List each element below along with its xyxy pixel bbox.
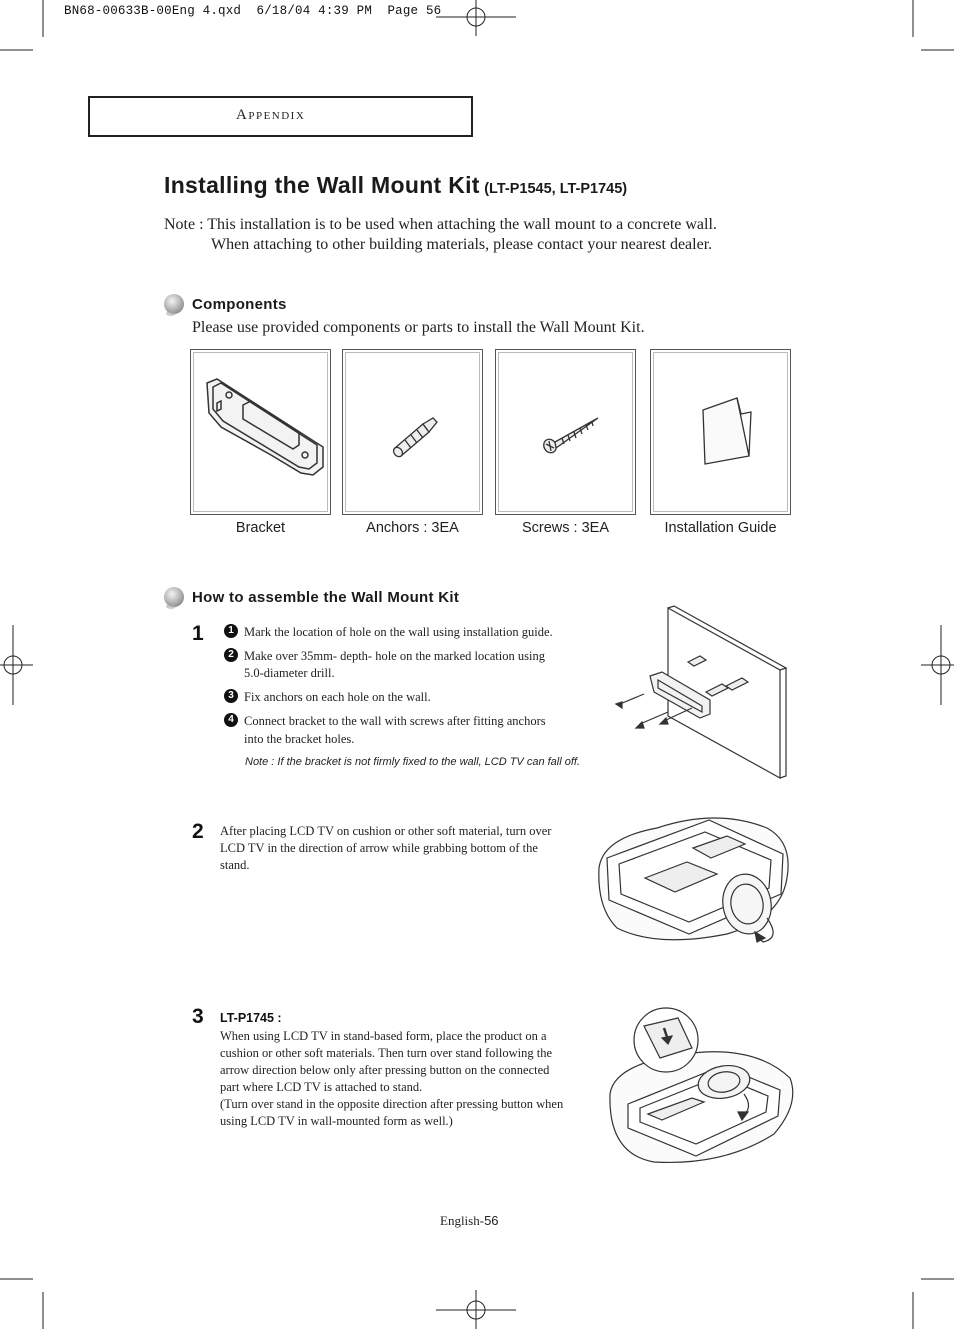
print-slug: BN68-00633B-00Eng 4.qxd 6/18/04 4:39 PM Page 56 <box>64 4 442 18</box>
component-box-screws <box>495 349 636 515</box>
tv-turnover-illustration <box>597 808 793 948</box>
screw-icon <box>540 414 602 458</box>
step-3-line-3: arrow direction below only after pressing button on the connected <box>220 1063 550 1077</box>
component-label-bracket: Bracket <box>235 520 286 536</box>
substep-4-marker: 4 <box>224 713 238 727</box>
assembly-bullet-icon <box>164 587 184 607</box>
note-line-1: Note : This installation is to be used when attaching the wall mount to a concrete wall. <box>164 216 717 233</box>
bracket-icon <box>201 375 326 485</box>
assembly-heading: How to assemble the Wall Mount Kit <box>192 589 460 606</box>
components-bullet-icon <box>164 294 184 314</box>
substep-3-marker: 3 <box>224 689 238 703</box>
substep-2-line-1: Make over 35mm- depth- hole on the marked location using <box>244 649 545 663</box>
page-title <box>164 172 627 199</box>
component-box-guide <box>650 349 791 515</box>
stand-release-illustration <box>604 1004 798 1170</box>
section-label: Appendix <box>236 107 306 123</box>
step-3-line-5: (Turn over stand in the opposite direction after pressing button when <box>220 1097 564 1111</box>
component-box-anchors <box>342 349 483 515</box>
substep-1-text: Mark the location of hole on the wall using installation guide. <box>244 625 553 639</box>
step-1-number: 1 <box>192 622 204 645</box>
note-line-2: When attaching to other building materials, please contact your nearest dealer. <box>211 236 713 253</box>
guide-icon <box>695 394 761 470</box>
wall-mount-illustration <box>610 604 786 780</box>
component-box-bracket <box>190 349 331 515</box>
title-models: (LT-P1545, LT-P1745) <box>484 181 628 197</box>
component-label-guide: Installation Guide <box>664 520 777 536</box>
substep-4-line-2: into the bracket holes. <box>244 732 355 746</box>
footer-label: English- <box>440 1213 485 1228</box>
step-2-line-3: stand. <box>220 858 250 872</box>
page-number: 56 <box>484 1213 499 1228</box>
components-heading: Components <box>192 296 287 313</box>
substep-4-line-1: Connect bracket to the wall with screws after fitting anchors <box>244 714 546 728</box>
step-2-line-2: LCD TV in the direction of arrow while grabbing bottom of the <box>220 841 538 855</box>
step-2-number: 2 <box>192 820 204 843</box>
substep-3-text: Fix anchors on each hole on the wall. <box>244 690 431 704</box>
step-3-line-4: part where LCD TV is attached to stand. <box>220 1080 423 1094</box>
page-footer <box>440 1213 499 1229</box>
component-label-screws: Screws : 3EA <box>521 520 610 536</box>
step-3-number: 3 <box>192 1005 204 1028</box>
step-3-line-2: cushion or other soft materials. Then turn over stand following the <box>220 1046 552 1060</box>
step-2-line-1: After placing LCD TV on cushion or other soft material, turn over <box>220 824 552 838</box>
component-label-anchors: Anchors : 3EA <box>366 520 459 536</box>
step-3-line-1: When using LCD TV in stand-based form, place the product on a <box>220 1029 547 1043</box>
step-1-warning-note: Note : If the bracket is not firmly fixed to the wall, LCD TV can fall off. <box>245 756 581 768</box>
title-main: Installing the Wall Mount Kit <box>164 172 480 198</box>
components-description: Please use provided components or parts to install the Wall Mount Kit. <box>192 319 645 336</box>
substep-2-marker: 2 <box>224 648 238 662</box>
section-label-box <box>88 96 473 137</box>
step-3-model: LT-P1745 : <box>220 1011 282 1025</box>
substep-1-marker: 1 <box>224 624 238 638</box>
anchor-icon <box>387 410 447 460</box>
substep-2-line-2: 5.0-diameter drill. <box>244 666 335 680</box>
step-3-line-6: using LCD TV in wall-mounted form as well.) <box>220 1114 453 1128</box>
